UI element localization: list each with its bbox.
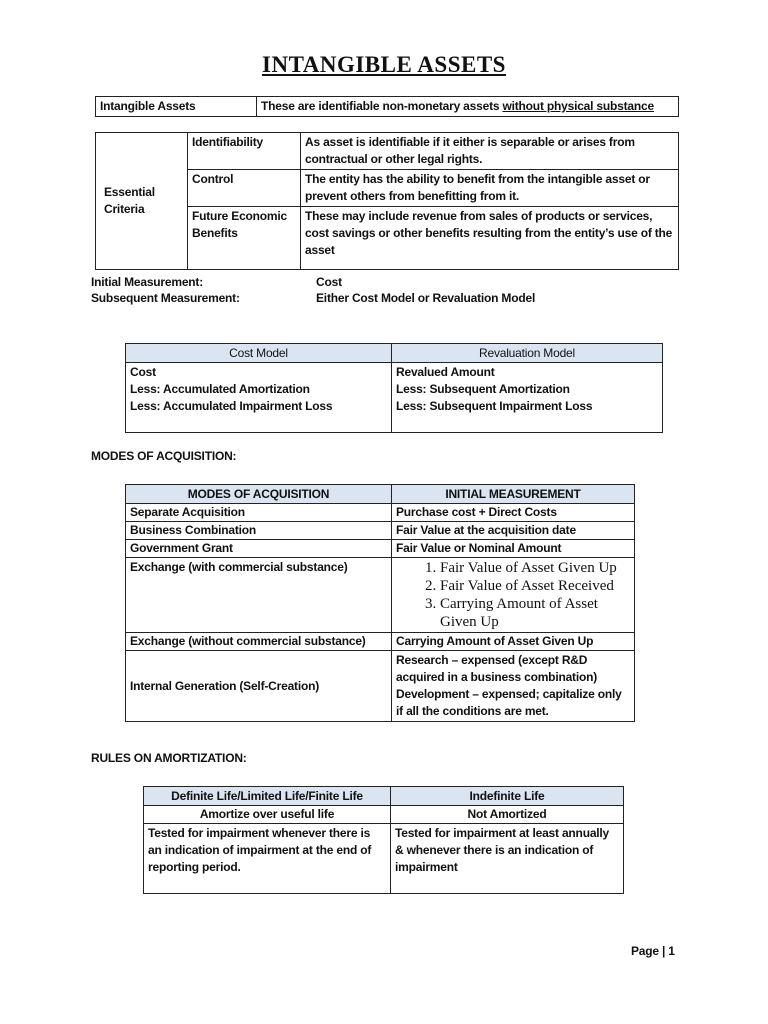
page-title: INTANGIBLE ASSETS [262, 52, 506, 77]
acquisition-heading: MODES OF ACQUISITION: [91, 449, 237, 463]
criteria-desc: As asset is identifiable if it either is separable or arises from contractual or other legal rights. [301, 133, 679, 170]
initial-measurement-label: Initial Measurement: [91, 275, 204, 289]
models-table [125, 343, 663, 433]
criteria-desc: These may include revenue from sales of products or services, cost savings or other benefits resulting from the entity’s use of the asset [301, 207, 679, 270]
acquisition-mode: Government Grant [126, 540, 392, 558]
criteria-name: Control [188, 170, 301, 207]
subsequent-measurement-value: Either Cost Model or Revaluation Model [316, 291, 536, 305]
acquisition-mode: Separate Acquisition [126, 504, 392, 522]
acquisition-header-mode: MODES OF ACQUISITION [126, 485, 392, 504]
criteria-name: Future Economic Benefits [188, 207, 301, 270]
acquisition-measure: Carrying Amount of Asset Given Up [392, 633, 635, 651]
indefinite-life-amortization: Not Amortized [391, 806, 624, 824]
acquisition-measure: Purchase cost + Direct Costs [392, 504, 635, 522]
acquisition-measure: Research – expensed (except R&D acquired in a business combination) Development – expensed; capitalize only if all the conditions are met. [392, 651, 635, 722]
subsequent-measurement-label: Subsequent Measurement: [91, 291, 240, 305]
acquisition-measure: Fair Value at the acquisition date [392, 522, 635, 540]
amortization-heading: RULES ON AMORTIZATION: [91, 751, 247, 765]
definition-term: Intangible Assets [96, 97, 257, 117]
definition-text: These are identifiable non-monetary assets without physical substance [257, 97, 679, 117]
criteria-desc: The entity has the ability to benefit from the intangible asset or prevent others from benefitting from it. [301, 170, 679, 207]
revaluation-model-cell: Revalued Amount Less: Subsequent Amortization Less: Subsequent Impairment Loss [392, 363, 663, 433]
amortization-table [143, 786, 624, 894]
acquisition-mode: Exchange (with commercial substance) [126, 558, 392, 633]
acquisition-header-measure: INITIAL MEASUREMENT [392, 485, 635, 504]
acquisition-mode: Business Combination [126, 522, 392, 540]
initial-measurement-value: Cost [316, 275, 342, 289]
criteria-group-label: Essential Criteria [96, 133, 188, 270]
acquisition-measure: Fair Value or Nominal Amount [392, 540, 635, 558]
criteria-table [95, 132, 679, 270]
criteria-name: Identifiability [188, 133, 301, 170]
acquisition-measure-list: 1. Fair Value of Asset Given Up 2. Fair Value of Asset Received 3. Carrying Amount of Asset Given Up [392, 558, 635, 633]
acquisition-mode: Internal Generation (Self-Creation) [126, 651, 392, 722]
indefinite-life-header: Indefinite Life [391, 787, 624, 806]
definite-life-header: Definite Life/Limited Life/Finite Life [144, 787, 391, 806]
acquisition-table [125, 484, 635, 722]
definite-life-impairment: Tested for impairment whenever there is an indication of impairment at the end of reporting period. [144, 824, 391, 894]
page-number: Page | 1 [631, 944, 675, 958]
acquisition-mode: Exchange (without commercial substance) [126, 633, 392, 651]
indefinite-life-impairment: Tested for impairment at least annually & whenever there is an indication of impairment [391, 824, 624, 894]
definition-table [95, 96, 679, 117]
revaluation-model-header: Revaluation Model [392, 344, 663, 363]
cost-model-cell: Cost Less: Accumulated Amortization Less: Accumulated Impairment Loss [126, 363, 392, 433]
cost-model-header: Cost Model [126, 344, 392, 363]
definite-life-amortization: Amortize over useful life [144, 806, 391, 824]
